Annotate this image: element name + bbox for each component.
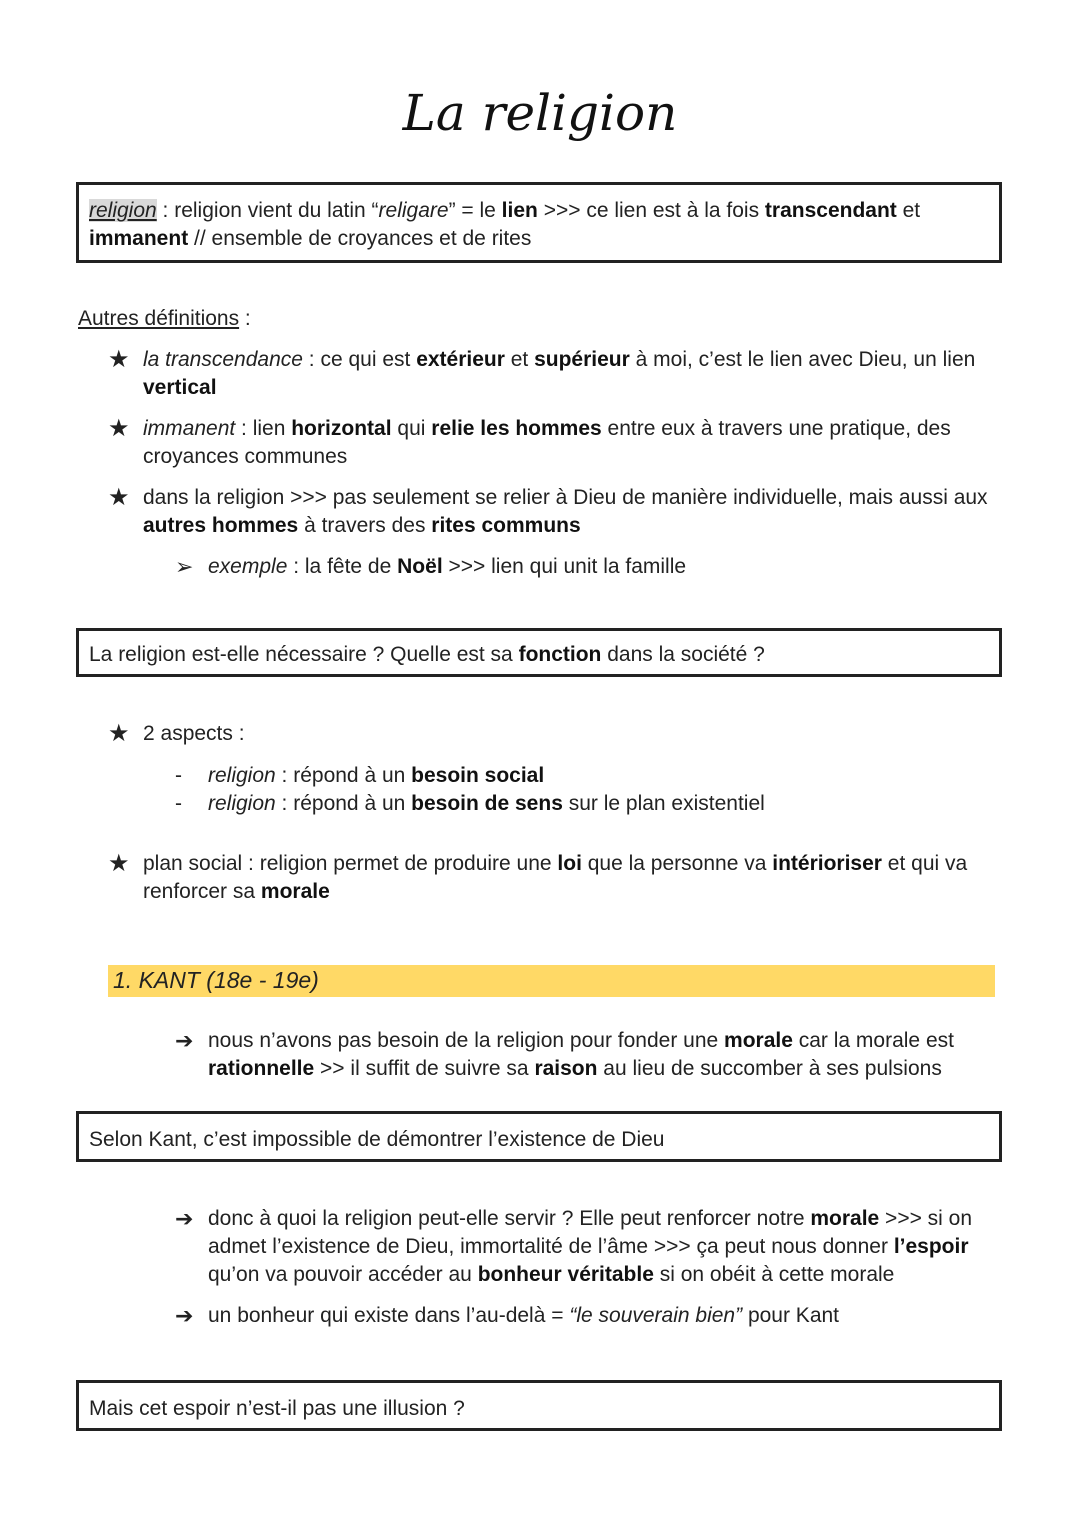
term-religion: religion — [89, 199, 157, 222]
arrow-right-icon: ➔ — [175, 1303, 194, 1328]
definition-box — [76, 182, 1002, 263]
dash-bullet: - — [175, 792, 182, 815]
kant-point: donc à quoi la religion peut-elle servir ? Elle peut renforcer notre morale >>> si on admet l’existence de Dieu, immortalité de l’âme >>> ça peut nous donner l’espoir qu’on va pouvoir accéder au bonheur véritable si on obéit à cette morale — [208, 1207, 973, 1286]
aspects-label: 2 aspects : — [143, 722, 245, 745]
question-box: La religion est-elle nécessaire ? Quelle est sa fonction dans la société ? — [76, 628, 1002, 677]
page-title: La religion — [402, 84, 678, 142]
example-line: exemple : la fête de Noël >>> lien qui unit la famille — [208, 555, 687, 578]
star-icon: ★ — [108, 484, 130, 511]
aspect-item: religion : répond à un besoin de sens sur le plan existentiel — [208, 792, 765, 815]
section-heading-kant: 1. KANT (18e - 19e) — [113, 967, 319, 993]
definition-line-2: immanent // ensemble de croyances et de rites — [89, 227, 532, 250]
question-box: Mais cet espoir n’est-il pas une illusion ? — [76, 1380, 1002, 1431]
list-item: immanent : lien horizontal qui relie les hommes entre eux à travers une pratique, des croyances communes — [143, 417, 951, 468]
star-icon: ★ — [108, 346, 130, 373]
star-icon: ★ — [108, 850, 130, 877]
arrow-right-icon: ➔ — [175, 1206, 194, 1231]
definition-line-1: religion : religion vient du latin “religare” = le lien >>> ce lien est à la fois transcendant et — [89, 199, 921, 222]
chevron-right-icon: ➢ — [175, 554, 194, 579]
aspect-item: religion : répond à un besoin social — [208, 764, 545, 787]
star-icon: ★ — [108, 415, 130, 442]
kant-point: un bonheur qui existe dans l’au-delà = “le souverain bien” pour Kant — [208, 1304, 840, 1327]
statement-box: Selon Kant, c’est impossible de démontrer l’existence de Dieu — [76, 1111, 1002, 1162]
dash-bullet: - — [175, 764, 182, 787]
list-item: plan social : religion permet de produire une loi que la personne va intérioriser et qui va renforcer sa morale — [143, 852, 968, 903]
list-item: la transcendance : ce qui est extérieur et supérieur à moi, c’est le lien avec Dieu, un lien vertical — [143, 348, 976, 399]
star-icon: ★ — [108, 720, 130, 747]
section-heading: Autres définitions : — [78, 307, 251, 330]
arrow-right-icon: ➔ — [175, 1028, 194, 1053]
list-item: dans la religion >>> pas seulement se relier à Dieu de manière individuelle, mais aussi aux autres hommes à travers des rites communs — [143, 486, 988, 537]
kant-point: nous n’avons pas besoin de la religion pour fonder une morale car la morale est rationnelle >> il suffit de suivre sa raison au lieu de succomber à ses pulsions — [208, 1029, 954, 1080]
